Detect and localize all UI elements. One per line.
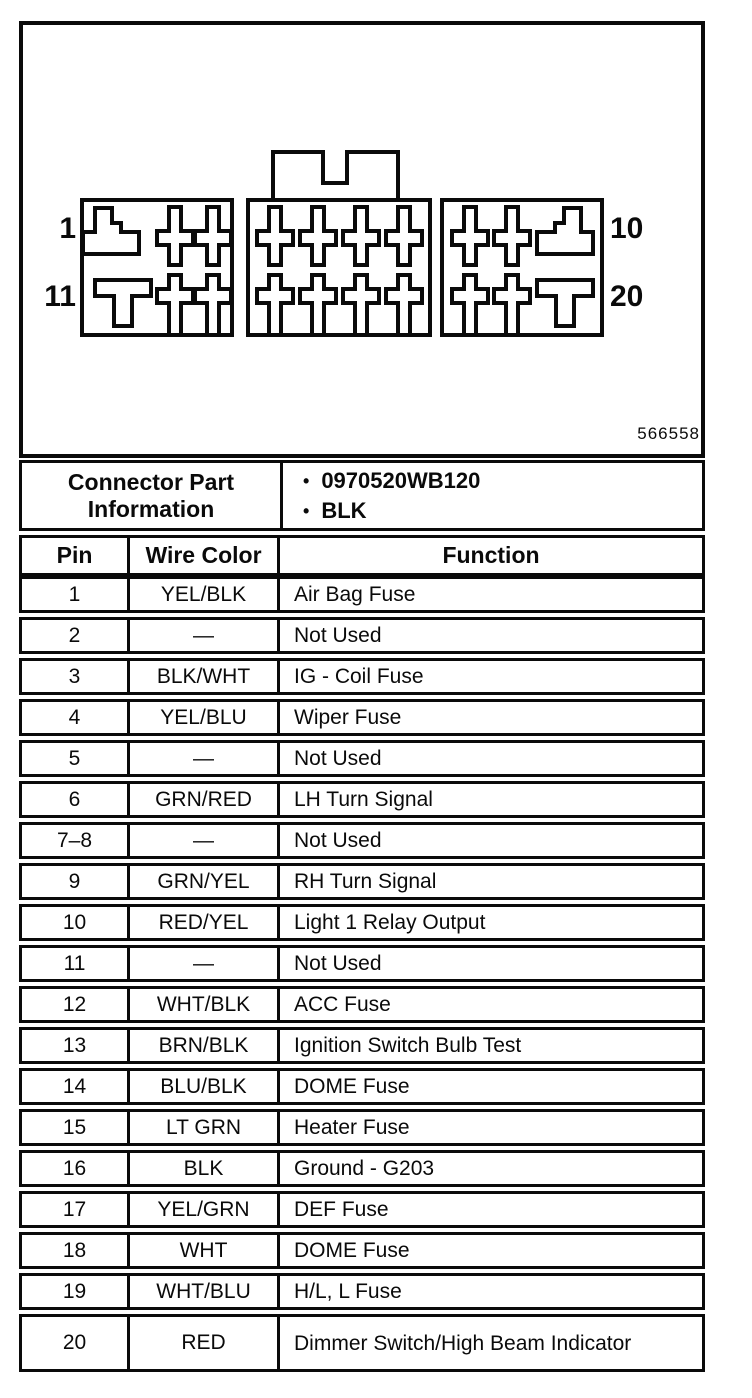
table-row	[19, 1191, 705, 1228]
pin-cell: 5	[22, 743, 130, 774]
pinout-rows	[19, 576, 705, 1372]
function-cell: ACC Fuse	[294, 992, 391, 1016]
function-cell: LH Turn Signal	[294, 787, 433, 811]
connector-part-info-cell	[22, 463, 283, 528]
table-row	[19, 1314, 705, 1372]
wire-color-cell: LT GRN	[130, 1112, 280, 1143]
table-row	[19, 822, 705, 859]
pin-cell: 20	[22, 1317, 130, 1369]
function-cell: Not Used	[294, 746, 382, 770]
pin-cell: 3	[22, 661, 130, 692]
wire-color-cell: WHT	[130, 1235, 280, 1266]
pin-label-11: 11	[44, 280, 76, 313]
pin-cell: 11	[22, 948, 130, 979]
connector-right-housing	[442, 200, 602, 335]
function-cell: DOME Fuse	[294, 1238, 410, 1262]
wire-color-cell: BLK	[130, 1153, 280, 1184]
connector-color-item	[303, 499, 702, 523]
wire-color-cell: YEL/BLK	[130, 579, 280, 610]
pin-cell: 17	[22, 1194, 130, 1225]
pin-cell: 12	[22, 989, 130, 1020]
pin-cell: 6	[22, 784, 130, 815]
function-cell: Not Used	[294, 828, 382, 852]
wire-color-column-header: Wire Color	[130, 538, 280, 573]
table-row	[19, 945, 705, 982]
connector-part-info-title: Connector Part Information	[67, 468, 235, 522]
table-row	[19, 576, 705, 613]
wire-color-cell: YEL/GRN	[130, 1194, 280, 1225]
pin-cell: 13	[22, 1030, 130, 1061]
table-row	[19, 1109, 705, 1146]
wire-color-cell: BLU/BLK	[130, 1071, 280, 1102]
part-number-text: 0970520WB120	[321, 467, 481, 493]
function-cell: Air Bag Fuse	[294, 582, 416, 606]
pin-cell: 2	[22, 620, 130, 651]
pin-cell: 15	[22, 1112, 130, 1143]
figure-number: 566558	[637, 424, 700, 443]
table-row	[19, 986, 705, 1023]
pinout-table	[19, 460, 705, 1372]
pin-cell: 1	[22, 579, 130, 610]
pin-column-header: Pin	[22, 538, 130, 573]
pin-cell: 7–8	[22, 825, 130, 856]
wire-color-cell: RED	[130, 1317, 280, 1369]
column-header-row	[19, 535, 705, 576]
table-row	[19, 1150, 705, 1187]
wire-color-cell: GRN/YEL	[130, 866, 280, 897]
function-cell: Light 1 Relay Output	[294, 910, 486, 934]
table-row	[19, 781, 705, 818]
table-row	[19, 904, 705, 941]
pin-cell: 10	[22, 907, 130, 938]
table-row	[19, 1027, 705, 1064]
pin-label-10: 10	[610, 212, 644, 245]
function-cell: H/L, L Fuse	[294, 1279, 402, 1303]
connector-diagram	[23, 25, 701, 454]
wire-color-cell: BRN/BLK	[130, 1030, 280, 1061]
wire-color-cell: WHT/BLU	[130, 1276, 280, 1307]
connector-middle-housing	[248, 200, 430, 335]
pin-cell: 16	[22, 1153, 130, 1184]
table-row	[19, 1273, 705, 1310]
function-cell: RH Turn Signal	[294, 869, 437, 893]
function-column-header: Function	[442, 542, 540, 568]
function-cell: IG - Coil Fuse	[294, 664, 424, 688]
connector-part-info-row	[19, 460, 705, 531]
table-row	[19, 699, 705, 736]
table-row	[19, 740, 705, 777]
function-cell: Dimmer Switch/High Beam Indicator	[294, 1331, 632, 1355]
function-cell: Wiper Fuse	[294, 705, 402, 729]
wire-color-cell: GRN/RED	[130, 784, 280, 815]
table-row	[19, 1232, 705, 1269]
connector-left-housing	[82, 200, 232, 335]
wire-color-cell: YEL/BLU	[130, 702, 280, 733]
wire-color-cell: RED/YEL	[130, 907, 280, 938]
bullet-icon: •	[303, 500, 310, 521]
wire-color-cell: —	[130, 948, 280, 979]
pin-cell: 9	[22, 866, 130, 897]
pin-label-20: 20	[610, 280, 644, 313]
function-cell: Ground - G203	[294, 1156, 435, 1180]
pin-cell: 19	[22, 1276, 130, 1307]
function-cell: Not Used	[294, 623, 382, 647]
pin-cell: 18	[22, 1235, 130, 1266]
function-cell: Heater Fuse	[294, 1115, 410, 1139]
wire-color-cell: WHT/BLK	[130, 989, 280, 1020]
function-cell: Ignition Switch Bulb Test	[294, 1033, 522, 1057]
function-cell: DOME Fuse	[294, 1074, 410, 1098]
connector-key-tab	[273, 152, 398, 201]
figure-box	[19, 21, 705, 458]
connector-color-text: BLK	[321, 497, 367, 523]
table-row	[19, 863, 705, 900]
table-row	[19, 1068, 705, 1105]
wire-color-cell: —	[130, 825, 280, 856]
pin-cell: 4	[22, 702, 130, 733]
bullet-icon: •	[303, 470, 310, 491]
pin-cell: 14	[22, 1071, 130, 1102]
connector-part-details-cell	[283, 463, 702, 528]
function-cell: DEF Fuse	[294, 1197, 389, 1221]
wire-color-cell: —	[130, 620, 280, 651]
part-number-item	[303, 469, 702, 493]
table-row	[19, 617, 705, 654]
wire-color-cell: —	[130, 743, 280, 774]
function-cell: Not Used	[294, 951, 382, 975]
pin-label-1: 1	[59, 212, 76, 245]
table-row	[19, 658, 705, 695]
wire-color-cell: BLK/WHT	[130, 661, 280, 692]
